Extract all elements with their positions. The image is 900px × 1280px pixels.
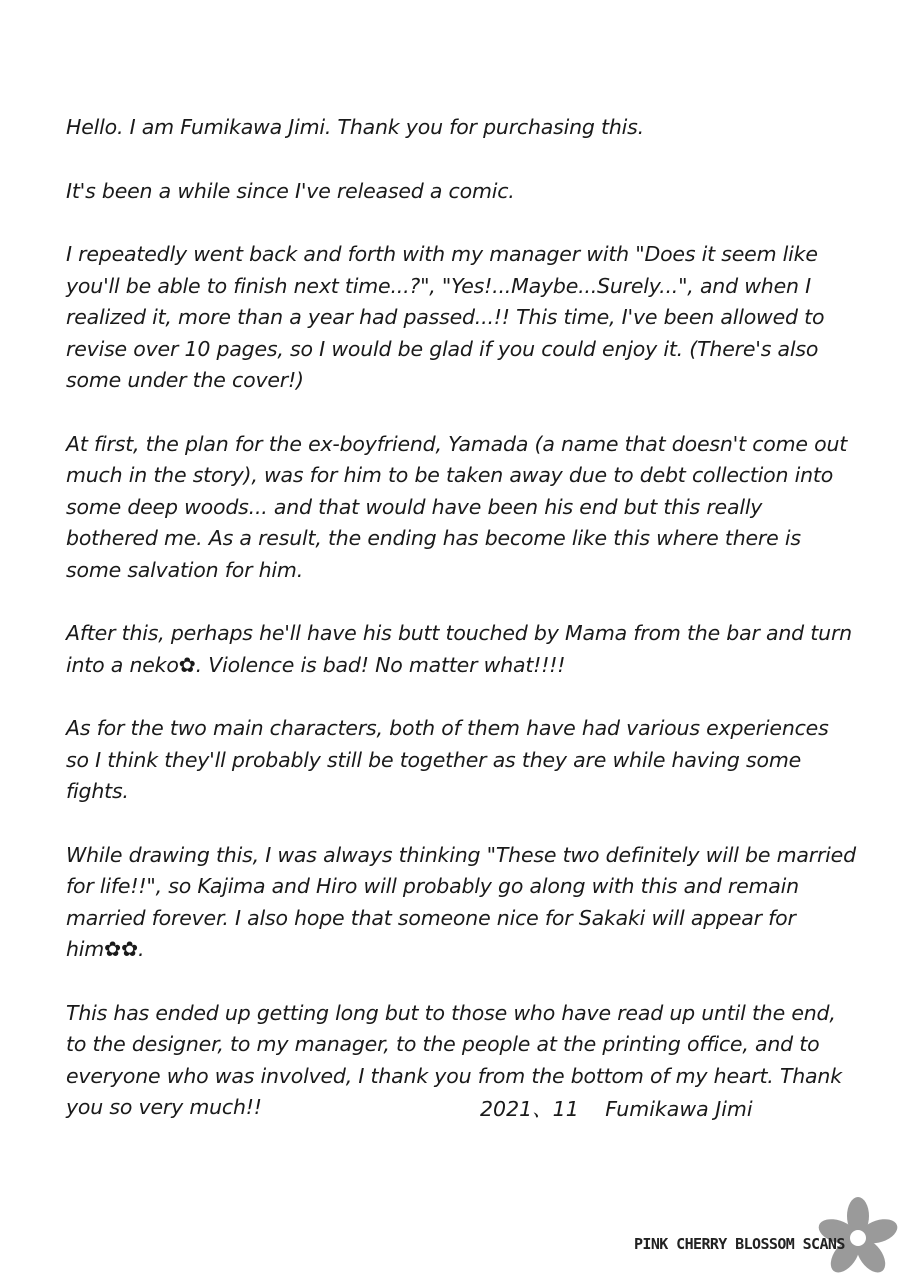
letter-paragraph-main-characters: As for the two main characters, both of them have had various experiences so I think they'll probably still be together as they are while having some fights. bbox=[66, 716, 829, 803]
signature bbox=[480, 1094, 753, 1126]
letter-paragraph-manager: I repeatedly went back and forth with my manager with "Does it seem like you'll be able to finish next time...?", "Yes!...Maybe...Surely...", and when I realized it, more than a year had passed...!! This time, I've been allowed to revise over 10 pages, so I would be glad if you could enjoy it. (There's also some under the cover!) bbox=[66, 242, 825, 392]
scanlation-watermark bbox=[632, 1196, 900, 1280]
watermark-text: PINK CHERRY BLOSSOM SCANS bbox=[634, 1235, 845, 1253]
letter-paragraph-after-this: After this, perhaps he'll have his butt touched by Mama from the bar and turn into a neko✿. Violence is bad! No matter what!!!! bbox=[66, 621, 852, 677]
signature-author: Fumikawa Jimi bbox=[605, 1097, 753, 1121]
letter-paragraph-release: It's been a while since I've released a comic. bbox=[66, 178, 515, 203]
letter-paragraph-ex-boyfriend: At first, the plan for the ex-boyfriend, Yamada (a name that doesn't come out much in the story), was for him to be taken away due to debt collection into some deep woods... and that would have been his end but this really bothered me. As a result, the ending has become like this where there is some salvation for him. bbox=[66, 431, 848, 582]
letter-body bbox=[66, 112, 856, 1156]
letter-paragraph-thanks: This has ended up getting long but to those who have read up until the end, to the designer, to my manager, to the people at the printing office, and to everyone who was involved, I thank you from the bottom of my heart. Thank you so very much!! bbox=[66, 1000, 842, 1119]
letter-paragraph-married: While drawing this, I was always thinking "These two definitely will be married for life!!", so Kajima and Hiro will probably go along with this and remain married forever. I also hope that someone nice for Sakaki will appear for him✿✿. bbox=[66, 842, 856, 961]
letter-paragraph-greeting: Hello. I am Fumikawa Jimi. Thank you for purchasing this. bbox=[66, 115, 644, 139]
signature-date: 2021、11 bbox=[480, 1097, 579, 1121]
